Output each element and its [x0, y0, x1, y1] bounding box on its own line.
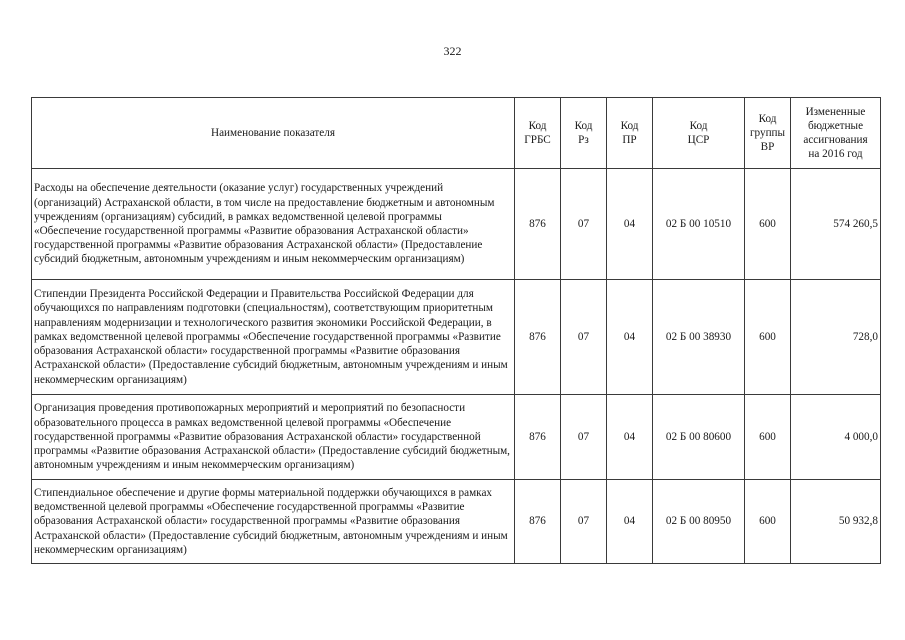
- row-name: Стипендии Президента Российской Федерации и Правительства Российской Федерации для обучающихся по направлениям подготовки (специальностям), соответствующим приоритетным направлениям модернизации и технологического развития экономики Российской Федерации, в рамках ведомственной целевой программы «Обеспечение государственной программы «Развитие образования Астраханской области» государственной программы «Развитие образования Астраханской области» (Предоставление субсидий бюджетным, автономным учреждениям и иным некоммерческим организациям): [32, 280, 515, 395]
- row-name: Стипендиальное обеспечение и другие формы материальной поддержки обучающихся в рамках ведомственной целевой программы «Обеспечение государственной программы «Развитие образования Астраханской области» государственной программы «Развитие образования Астраханской области» (Предоставление субсидий бюджетным, автономным учреждениям и иным некоммерческим организациям): [32, 480, 515, 564]
- row-pr: 04: [607, 169, 653, 280]
- header-rz: Код Рз: [561, 98, 607, 169]
- row-amount: 728,0: [791, 280, 881, 395]
- header-csr: Код ЦСР: [653, 98, 745, 169]
- row-rz: 07: [561, 280, 607, 395]
- row-csr: 02 Б 00 80950: [653, 480, 745, 564]
- row-vr: 600: [745, 169, 791, 280]
- row-csr: 02 Б 00 38930: [653, 280, 745, 395]
- row-csr: 02 Б 00 80600: [653, 395, 745, 480]
- table-header-row: [32, 98, 881, 169]
- row-grbs: 876: [515, 280, 561, 395]
- row-grbs: 876: [515, 395, 561, 480]
- row-amount: 4 000,0: [791, 395, 881, 480]
- row-amount: 50 932,8: [791, 480, 881, 564]
- row-pr: 04: [607, 395, 653, 480]
- header-pr: Код ПР: [607, 98, 653, 169]
- header-grbs: Код ГРБС: [515, 98, 561, 169]
- row-grbs: 876: [515, 480, 561, 564]
- row-rz: 07: [561, 169, 607, 280]
- row-csr: 02 Б 00 10510: [653, 169, 745, 280]
- table-row: [32, 280, 881, 395]
- row-amount: 574 260,5: [791, 169, 881, 280]
- row-grbs: 876: [515, 169, 561, 280]
- row-vr: 600: [745, 480, 791, 564]
- row-pr: 04: [607, 480, 653, 564]
- budget-table: [31, 97, 881, 564]
- header-amount: Измененные бюджетные ассигнования на 2016 год: [791, 98, 881, 169]
- row-pr: 04: [607, 280, 653, 395]
- table-row: [32, 480, 881, 564]
- row-vr: 600: [745, 395, 791, 480]
- table-row: [32, 169, 881, 280]
- row-rz: 07: [561, 480, 607, 564]
- row-name: Расходы на обеспечение деятельности (оказание услуг) государственных учреждений (организаций) Астраханской области, в том числе на предоставление бюджетным и автономным учреждениям (организациям) субсидий, в рамках ведомственной целевой программы «Обеспечение государственной программы «Развитие образования Астраханской области» государственной программы «Развитие образования Астраханской области» (Предоставление субсидий бюджетным, автономным учреждениям и иным некоммерческим организациям): [32, 169, 515, 280]
- row-name: Организация проведения противопожарных мероприятий и мероприятий по безопасности образовательного процесса в рамках ведомственной целевой программы «Обеспечение государственной программы «Развитие образования Астраханской области» государственной программы «Развитие образования Астраханской области» (Предоставление субсидий бюджетным, автономным учреждениям и иным некоммерческим организациям): [32, 395, 515, 480]
- header-vr: Код группы ВР: [745, 98, 791, 169]
- row-rz: 07: [561, 395, 607, 480]
- row-vr: 600: [745, 280, 791, 395]
- header-name: Наименование показателя: [32, 98, 515, 169]
- table-row: [32, 395, 881, 480]
- page-number: 322: [443, 44, 462, 58]
